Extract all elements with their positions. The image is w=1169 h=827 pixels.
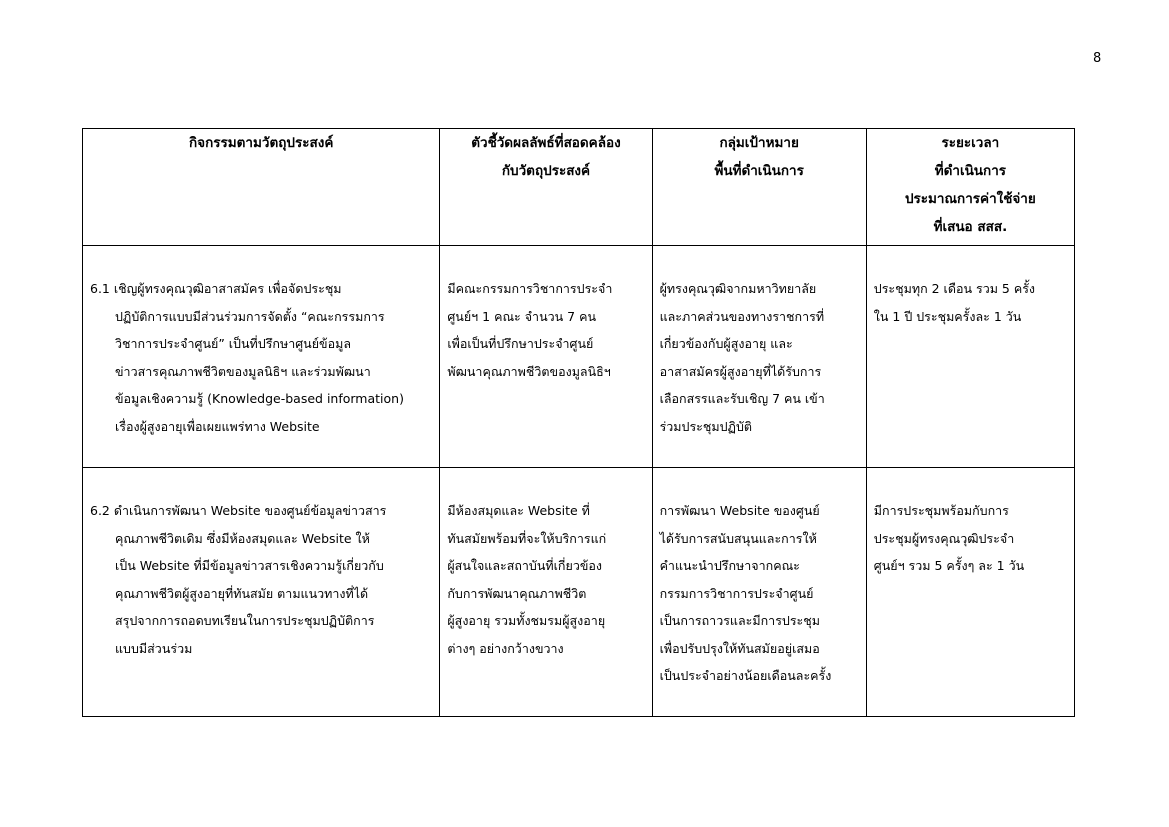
text-line: เป็นการถาวรและมีการประชุม (659, 613, 820, 628)
page-number: 8 (1093, 51, 1102, 66)
cell-target (652, 246, 866, 468)
cell-indicator (440, 468, 652, 717)
header-line: กลุ่มเป้าหมาย (719, 135, 799, 151)
header-indicator (440, 129, 652, 246)
header-line: ที่ดำเนินการ (934, 163, 1007, 179)
text-line: เป็นประจำอย่างน้อยเดือนละครั้ง (659, 668, 832, 683)
header-line: ตัวชี้วัดผลลัพธ์ที่สอดคล้อง (471, 135, 621, 151)
header-line: ระยะเวลา (941, 135, 1000, 151)
text-line: ร่วมประชุมปฏิบัติ (659, 418, 753, 434)
text-line: เพื่อปรับปรุงให้ทันสมัยอยู่เสมอ (659, 640, 820, 656)
text-line: ประชุมผู้ทรงคุณวุฒิประจำ (873, 530, 1015, 546)
text-line: วิชาการประจำศูนย์” เป็นที่ปรึกษาศูนย์ข้อมูล (115, 336, 352, 351)
header-row (83, 129, 1075, 246)
text-line: ใน 1 ปี ประชุมครั้งละ 1 วัน (873, 308, 1022, 324)
text-line: ประชุมทุก 2 เดือน รวม 5 ครั้ง (873, 281, 1036, 296)
cell-activity (83, 468, 440, 717)
text-line: พัฒนาคุณภาพชีวิตของมูลนิธิฯ (447, 363, 611, 379)
text-line: ข่าวสารคุณภาพชีวิตของมูลนิธิฯ และร่วมพัฒนา (115, 363, 371, 379)
text-line: ได้รับการสนับสนุนและการให้ (659, 530, 817, 546)
text-line: ศูนย์ฯ 1 คณะ จำนวน 7 คน (447, 308, 596, 324)
text-line: ศูนย์ฯ รวม 5 ครั้งๆ ละ 1 วัน (873, 558, 1025, 573)
cell-duration (866, 246, 1074, 468)
header-line: ที่เสนอ สสส. (933, 219, 1008, 235)
text-line: ผู้สูงอายุ รวมทั้งชมรมผู้สูงอายุ (447, 613, 606, 628)
text-line: อาสาสมัครผู้สูงอายุที่ได้รับการ (659, 363, 822, 379)
text-line: 6.1 เชิญผู้ทรงคุณวุฒิอาสาสมัคร เพื่อจัดประชุม (90, 281, 342, 296)
text-line: มีการประชุมพร้อมกับการ (873, 503, 1009, 518)
text-line: เลือกสรรและรับเชิญ 7 คน เข้า (659, 391, 825, 406)
text-line: มีห้องสมุดและ Website ที่ (447, 503, 590, 518)
text-line: กรรมการวิชาการประจำศูนย์ (659, 585, 814, 601)
text-line: ปฏิบัติการแบบมีส่วนร่วมการจัดตั้ง “คณะกรรมการ (115, 308, 385, 324)
header-target (652, 129, 866, 246)
header-line: ประมาณการค่าใช้จ่าย (904, 191, 1036, 207)
header-line: พื้นที่ดำเนินการ (714, 163, 804, 179)
text-line: เพื่อเป็นที่ปรึกษาประจำศูนย์ (447, 336, 594, 351)
text-line: เรื่องผู้สูงอายุเพื่อเผยแพร่ทาง Website (115, 418, 320, 434)
text-line: เกี่ยวข้องกับผู้สูงอายุ และ (659, 336, 793, 351)
table-row (83, 246, 1075, 468)
cell-indicator (440, 246, 652, 468)
text-line: แบบมีส่วนร่วม (115, 640, 193, 656)
text-line: 6.2 ดำเนินการพัฒนา Website ของศูนย์ข้อมูลข่าวสาร (90, 503, 387, 518)
cell-activity (83, 246, 440, 468)
text-line: คุณภาพชีวิตเดิม ซึ่งมีห้องสมุดและ Website ให้ (115, 530, 370, 546)
header-line: กับวัตถุประสงค์ (501, 163, 591, 179)
text-line: ข้อมูลเชิงความรู้ (Knowledge-based information) (115, 391, 404, 406)
text-line: มีคณะกรรมการวิชาการประจำ (447, 281, 613, 296)
text-line: ทันสมัยพร้อมที่จะให้บริการแก่ (447, 530, 607, 546)
text-line: คุณภาพชีวิตผู้สูงอายุที่ทันสมัย ตามแนวทางที่ได้ (115, 585, 369, 601)
text-line: การพัฒนา Website ของศูนย์ (659, 503, 820, 518)
header-activity (83, 129, 440, 246)
text-line: ต่างๆ อย่างกว้างขวาง (447, 640, 564, 656)
text-line: ผู้ทรงคุณวุฒิจากมหาวิทยาลัย (659, 281, 817, 296)
text-line: สรุปจากการถอดบทเรียนในการประชุมปฏิบัติการ (115, 613, 375, 628)
table-row (83, 468, 1075, 717)
header-duration (866, 129, 1074, 246)
header-line: กิจกรรมตามวัตถุประสงค์ (188, 135, 334, 151)
cell-duration (866, 468, 1074, 717)
activity-table (82, 128, 1075, 717)
text-line: คำแนะนำปรึกษาจากคณะ (659, 558, 800, 573)
text-line: และภาคส่วนของทางราชการที่ (659, 308, 825, 324)
text-line: เป็น Website ที่มีข้อมูลข่าวสารเชิงความรู้เกี่ยวกับ (115, 558, 384, 573)
text-line: ผู้สนใจและสถาบันที่เกี่ยวข้อง (447, 558, 602, 573)
cell-target (652, 468, 866, 717)
text-line: กับการพัฒนาคุณภาพชีวิต (447, 585, 587, 601)
